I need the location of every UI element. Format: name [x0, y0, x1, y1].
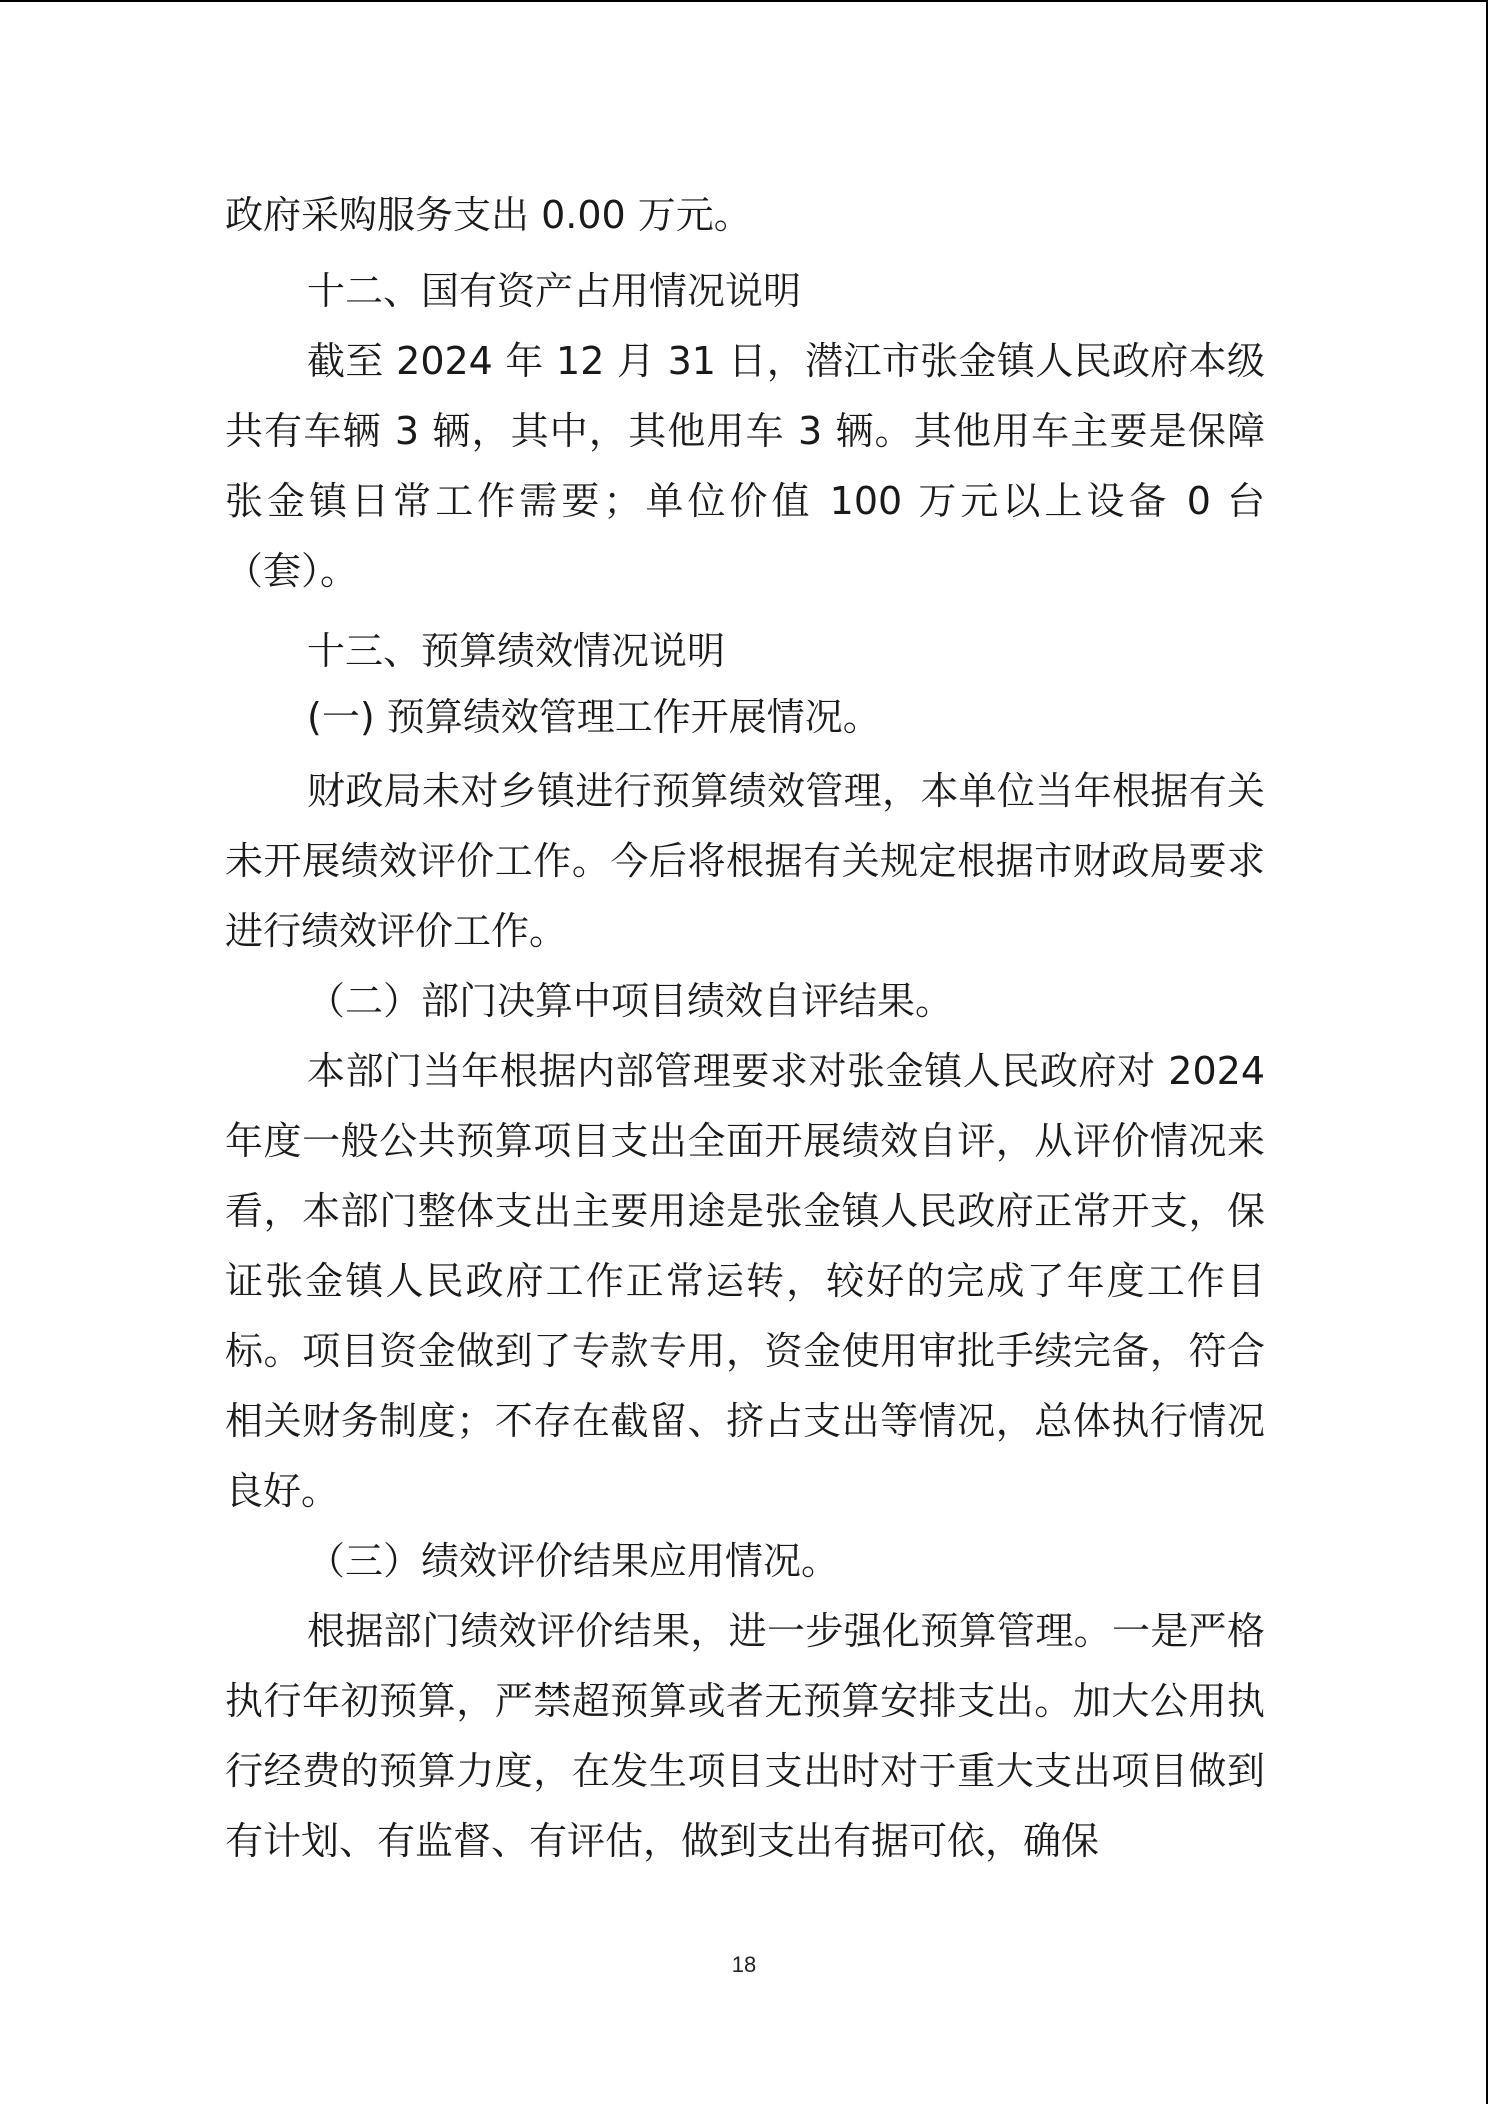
section-heading-state-assets: 十二、国有资产占用情况说明 [307, 269, 802, 313]
section-heading-budget-performance: 十三、预算绩效情况说明 [307, 629, 726, 673]
subheading-self-evaluation: （二）部门决算中项目绩效自评结果。 [307, 979, 954, 1023]
subheading-result-application: （三）绩效评价结果应用情况。 [307, 1539, 840, 1583]
paragraph-state-assets: 截至 2024 年 12 月 31 日，潜江市张金镇人民政府本级共有车辆 3 辆，其中，其他用车 3 辆。其他用车主要是保障张金镇日常工作需要；单位价值 100 万元以上设备 0 台（套）。 [225, 339, 1265, 593]
paragraph-procurement-summary: 政府采购服务支出 0.00 万元。 [225, 193, 752, 237]
document-body [225, 180, 1278, 1876]
page-number: 18 [731, 1952, 757, 1977]
page-border-top [0, 0, 1488, 2]
paragraph-result-application: 根据部门绩效评价结果，进一步强化预算管理。一是严格执行年初预算，严禁超预算或者无预算安排支出。加大公用执行经费的预算力度，在发生项目支出时对于重大支出项目做到有计划、有监督、有评估，做到支出有据可依，确保 [225, 1609, 1265, 1863]
subheading-performance-management: (一) 预算绩效管理工作开展情况。 [307, 695, 881, 739]
paragraph-performance-management: 财政局未对乡镇进行预算绩效管理，本单位当年根据有关未开展绩效评价工作。今后将根据有关规定根据市财政局要求进行绩效评价工作。 [225, 769, 1265, 953]
paragraph-self-evaluation: 本部门当年根据内部管理要求对张金镇人民政府对 2024 年度一般公共预算项目支出全面开展绩效自评，从评价情况来看，本部门整体支出主要用途是张金镇人民政府正常开支，保证张金镇人民政府工作正常运转，较好的完成了年度工作目标。项目资金做到了专款专用，资金使用审批手续完备，符合相关财务制度；不存在截留、挤占支出等情况，总体执行情况良好。 [225, 1049, 1278, 1513]
